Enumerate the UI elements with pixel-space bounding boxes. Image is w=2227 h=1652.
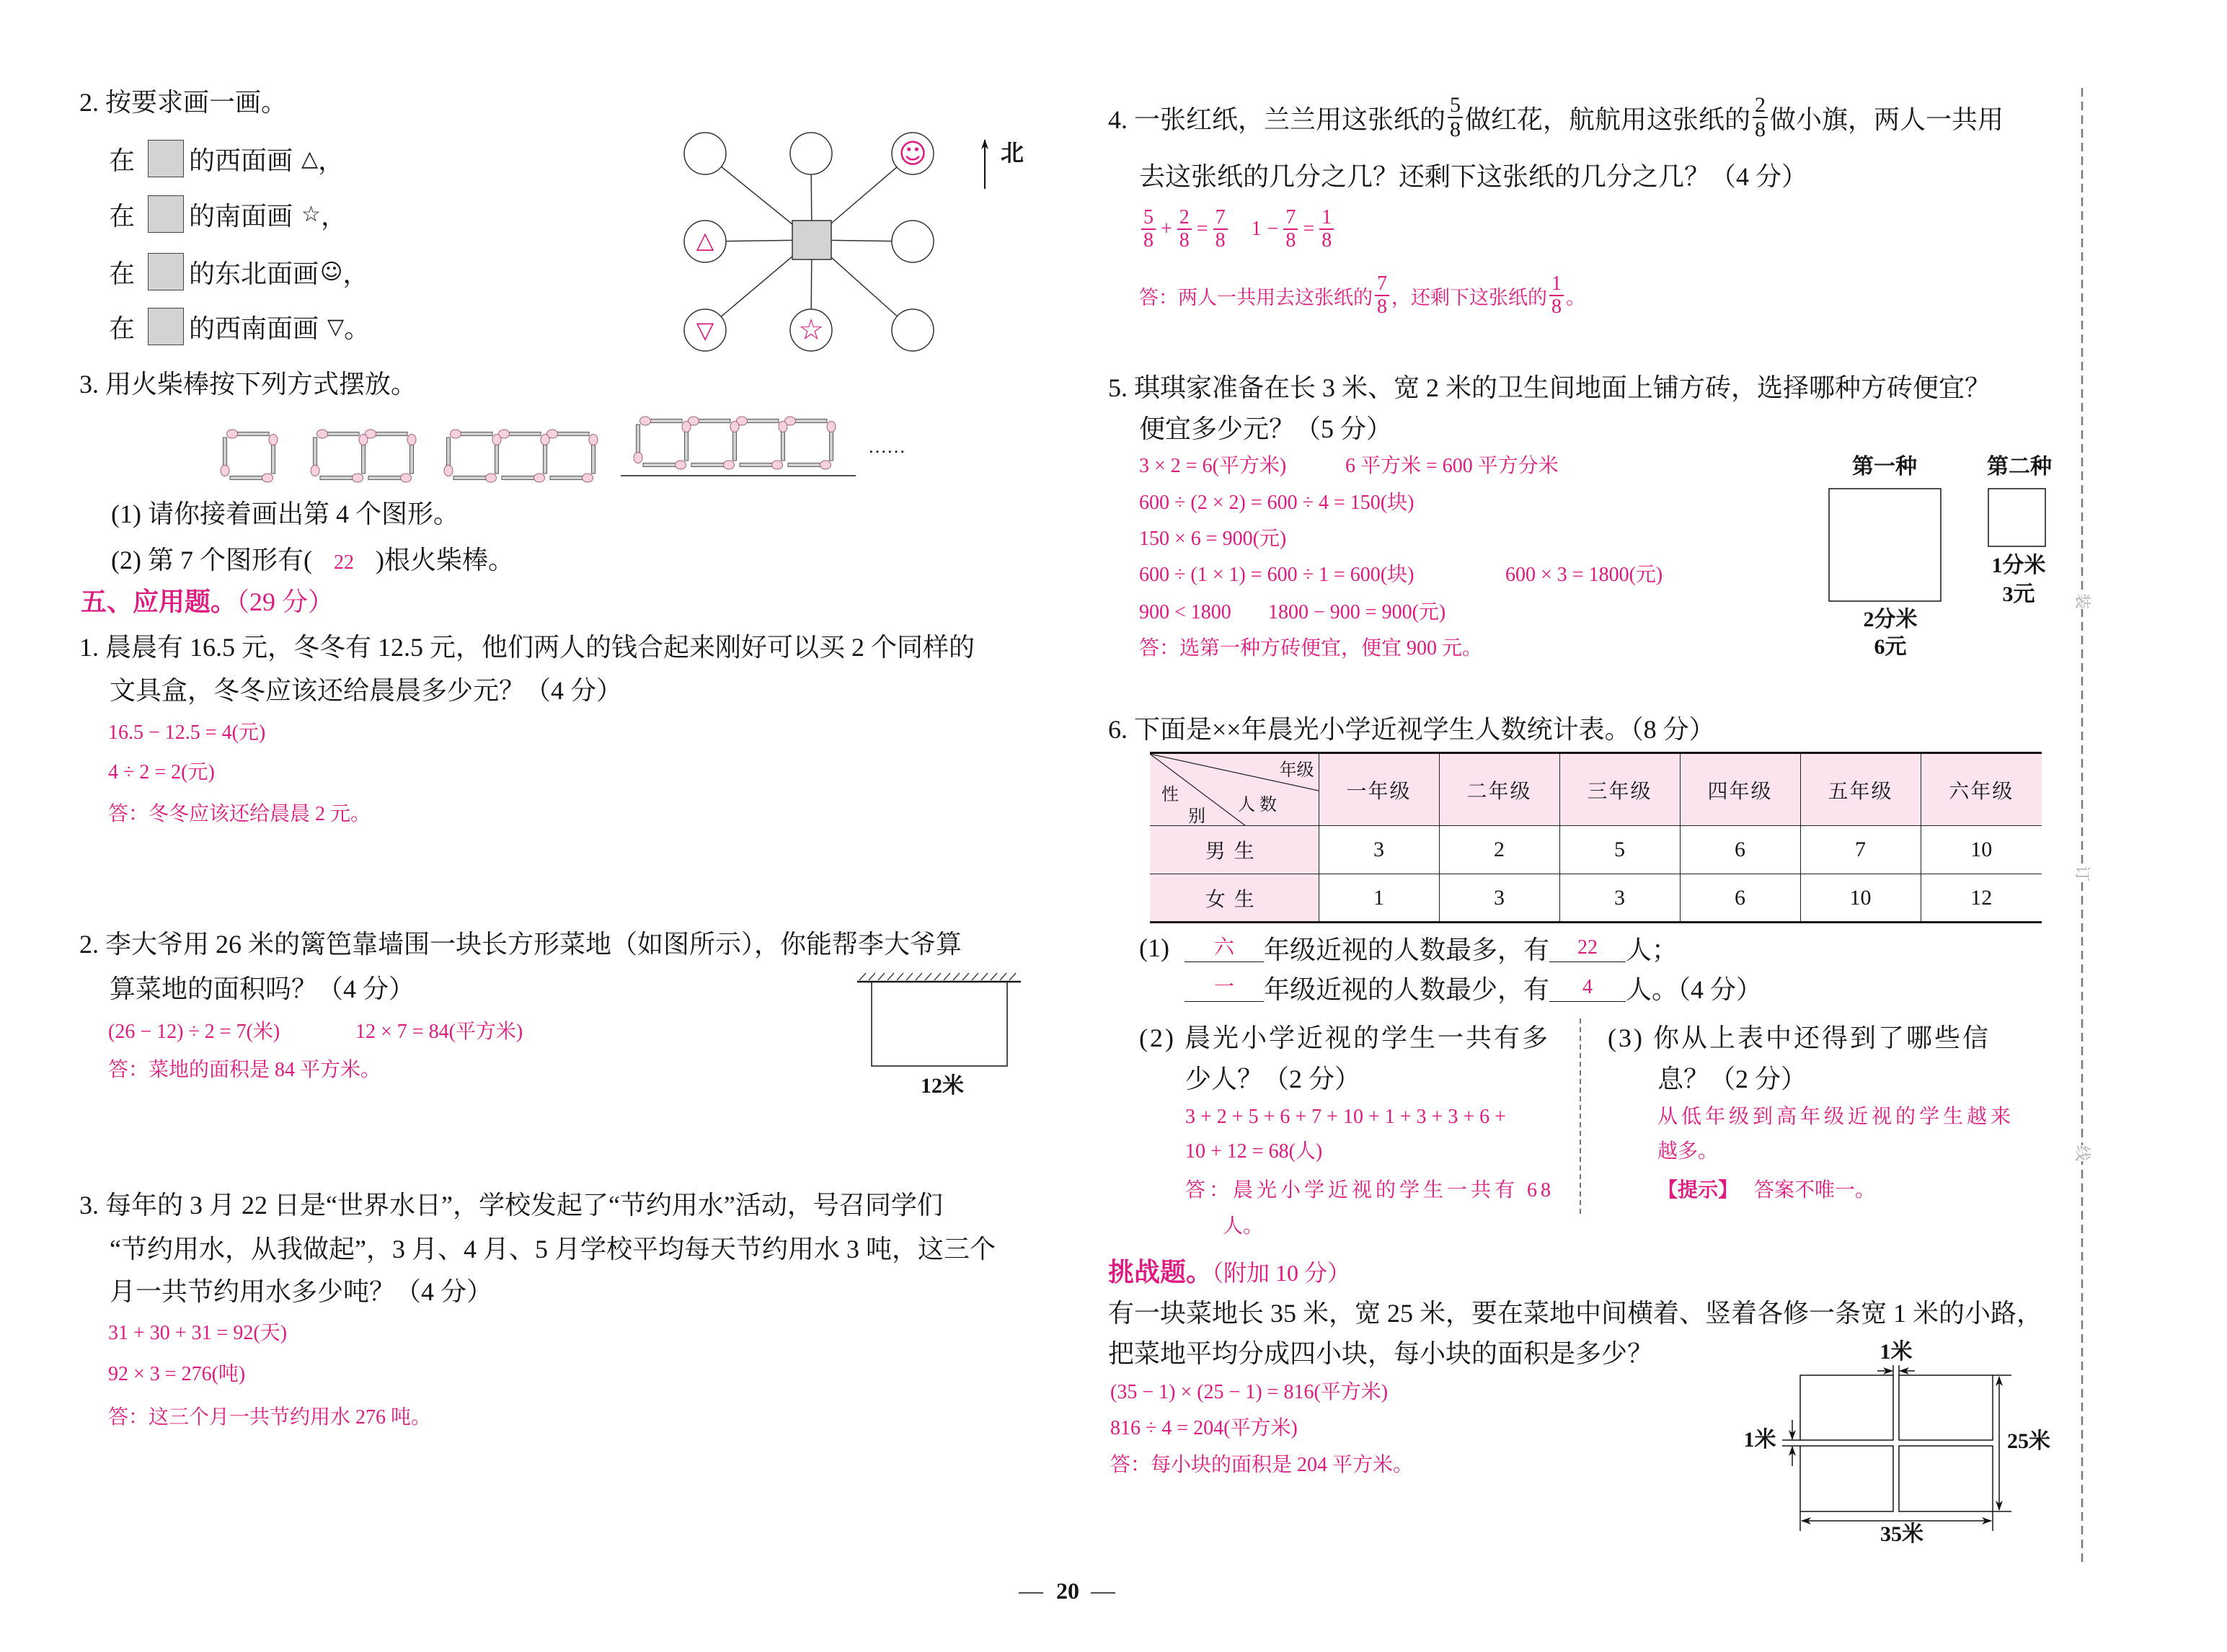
denominator: 8 xyxy=(1321,229,1332,252)
table-row xyxy=(1150,874,2042,923)
matchstick-head xyxy=(492,435,501,445)
question-line: 有一块菜地长 35 米，宽 25 米，要在菜地中间横着、竖着各修一条宽 1 米的小路， xyxy=(1108,1299,2043,1328)
matchstick xyxy=(227,430,270,438)
dimension-label-width: 25米 xyxy=(2007,1429,2050,1453)
answer-line: 900 < 1800 xyxy=(1139,601,1231,623)
denominator: 8 xyxy=(1450,117,1461,141)
table-cell: 5 xyxy=(1559,826,1680,874)
matchstick-head xyxy=(827,422,836,432)
gray-square-icon xyxy=(148,195,184,233)
subquestion: (1) 请你接着画出第 4 个图形。 xyxy=(111,499,459,528)
fraction xyxy=(1753,94,1768,142)
matchstick-figures xyxy=(221,417,836,482)
question-text: 做红花，航航用这张纸的 xyxy=(1465,105,1751,134)
instruction-punct: 。 xyxy=(344,314,371,343)
matchstick xyxy=(320,474,363,482)
matchstick xyxy=(691,461,735,469)
question-text: 4. 一张红纸，兰兰用这张纸的 xyxy=(1108,105,1446,134)
matchstick-head xyxy=(317,430,328,438)
matchstick xyxy=(366,430,408,438)
matchstick-head xyxy=(359,435,368,445)
hint-label: 【提示】 xyxy=(1657,1179,1739,1202)
subquestion: (2) 晨光小学近视的学生一共有多 xyxy=(1139,1023,1550,1052)
number: 1 xyxy=(1251,218,1262,240)
corner-label-gender-2: 别 xyxy=(1188,807,1205,826)
denominator: 8 xyxy=(1755,117,1766,141)
instruction-text: 的西面画 xyxy=(189,146,293,175)
answer-line: (35 − 1) × (25 − 1) = 816(平方米) xyxy=(1110,1381,1389,1403)
answer-line: 答：冬冬应该还给晨晨 2 元。 xyxy=(108,803,371,825)
matchstick xyxy=(317,430,360,438)
numerator: 1 xyxy=(1319,207,1334,230)
question-line: 3. 每年的 3 月 22 日是“世界水日”，学校发起了“节约用水”活动，号召同学们 xyxy=(79,1191,943,1220)
instruction-line xyxy=(109,308,370,345)
matchstick xyxy=(589,435,598,474)
matchstick-head xyxy=(724,461,735,469)
matchstick xyxy=(689,417,731,425)
matchstick xyxy=(730,422,739,461)
answer-matchstick-figure xyxy=(634,417,836,469)
answer-value: 22 xyxy=(333,551,354,574)
matchstick xyxy=(643,461,686,469)
question-line: 文具盒，冬冬应该还给晨晨多少元？（4 分） xyxy=(110,676,623,705)
fraction xyxy=(1177,207,1192,252)
answer-line: (26 − 12) ÷ 2 = 7(米) xyxy=(108,1021,280,1043)
matchstick xyxy=(740,461,783,469)
answer-equation xyxy=(1139,206,1336,252)
matchstick xyxy=(779,422,787,461)
plot-block xyxy=(1899,1375,1993,1440)
question-title: 6. 下面是××年晨光小学近视学生人数统计表。（8 分） xyxy=(1108,715,1715,744)
numerator: 2 xyxy=(1753,94,1768,118)
matchstick xyxy=(541,435,549,474)
operator: + xyxy=(1161,218,1172,240)
fraction xyxy=(1283,207,1298,252)
numerator: 5 xyxy=(1448,94,1463,118)
plot-block xyxy=(1800,1375,1893,1440)
question-line: 5. 琪琪家准备在长 3 米、宽 2 米的卫生间地面上铺方砖，选择哪种方砖便宜？ xyxy=(1108,373,1991,402)
section-heading xyxy=(81,587,334,616)
matchstick xyxy=(221,438,229,476)
center-square xyxy=(792,221,831,259)
direction-circle-southeast xyxy=(892,309,934,351)
answer-line: 31 + 30 + 31 = 92(天) xyxy=(108,1322,288,1344)
question-line: 把菜地平均分成四小块，每小块的面积是多少？ xyxy=(1108,1339,1654,1368)
fill-in-text: 年级近视的人数最少，有 xyxy=(1264,974,1550,1004)
matchstick xyxy=(788,461,831,469)
matchstick xyxy=(230,474,273,482)
myopia-statistics-table xyxy=(1150,752,2042,923)
matchstick xyxy=(634,425,642,463)
operator: − xyxy=(1267,218,1279,240)
column-header: 三年级 xyxy=(1559,753,1680,826)
matchstick xyxy=(453,474,497,482)
section-title: 五、应用题。 xyxy=(81,587,237,616)
answer-line xyxy=(1139,272,1585,319)
answer-south-star-icon: ☆ xyxy=(798,314,824,347)
column-header: 一年级 xyxy=(1319,753,1439,826)
matchstick xyxy=(640,417,683,425)
corner-label-grade: 年级 xyxy=(1279,761,1314,780)
answer-text: ，还剩下这张纸的 xyxy=(1391,286,1547,308)
matchstick-head xyxy=(407,435,416,445)
answer-text: 答：两人一共用去这张纸的 xyxy=(1139,286,1373,308)
denominator: 8 xyxy=(1143,229,1154,252)
instruction-prefix: 在 xyxy=(109,201,136,231)
matchstick xyxy=(682,422,691,461)
subquestion-text: )根火柴棒。 xyxy=(375,546,514,574)
answer-line: 816 ÷ 4 = 204(平方米) xyxy=(1110,1417,1298,1439)
numerator: 5 xyxy=(1141,207,1156,230)
fill-in-text: 人； xyxy=(1626,935,1678,964)
star-icon: ☆ xyxy=(301,201,321,227)
fraction xyxy=(1375,273,1389,318)
matchstick-head xyxy=(634,453,642,463)
answer-line: 10 + 12 = 68(人) xyxy=(1185,1140,1323,1163)
numerator: 2 xyxy=(1177,207,1192,230)
denominator: 8 xyxy=(1285,229,1296,252)
answer-line: 从低年级到高年级近视的学生越来 xyxy=(1657,1106,2015,1128)
section-title: 挑战题。 xyxy=(1108,1258,1213,1287)
matchstick-head xyxy=(779,422,787,432)
tile-side: 1分米 xyxy=(1991,554,2046,577)
hint-line xyxy=(1657,1179,1875,1202)
fill-in-line xyxy=(1185,973,1762,1002)
table-header-row xyxy=(1150,753,2042,826)
answer-line: 答：这三个月一共节约用水 276 吨。 xyxy=(108,1406,432,1429)
matchstick-head xyxy=(451,430,461,438)
denominator: 8 xyxy=(1551,296,1562,318)
corner-label-gender-1: 性 xyxy=(1161,786,1179,804)
question-line: 1. 晨晨有 16.5 元，冬冬有 12.5 元，他们两人的钱合起来刚好可以买 2 个同样的 xyxy=(79,633,975,662)
answer-line: 人。 xyxy=(1223,1215,1264,1238)
dimension-label-road-vertical: 1米 xyxy=(1880,1340,1913,1364)
instruction-punct: ， xyxy=(342,259,369,288)
fraction xyxy=(1448,94,1463,142)
instruction-text: 的东北面画 xyxy=(189,259,319,288)
instruction-prefix: 在 xyxy=(109,146,136,175)
answer-line: 16.5 − 12.5 = 4(元) xyxy=(108,721,266,744)
numerator: 7 xyxy=(1213,207,1228,230)
matchstick-head xyxy=(682,422,691,432)
answer-west-triangle-icon: △ xyxy=(696,226,714,254)
matchstick-head xyxy=(534,474,545,482)
matchstick-head xyxy=(820,461,831,469)
gray-square-icon xyxy=(148,253,184,290)
matchstick-head xyxy=(676,461,686,469)
matchstick-head xyxy=(730,422,739,432)
section-points: （附加 10 分） xyxy=(1212,1260,1351,1286)
question-line: 算菜地的面积吗？（4 分） xyxy=(110,974,415,1003)
direction-circle-northwest xyxy=(684,133,726,174)
answer-line: 6 平方米 = 600 平方分米 xyxy=(1345,455,1559,477)
matchstick-head xyxy=(353,474,363,482)
table-cell: 2 xyxy=(1439,826,1559,874)
subquestion: (3) 你从上表中还得到了哪些信 xyxy=(1608,1023,1991,1052)
answer-line: 答：每小块的面积是 204 平方米。 xyxy=(1110,1454,1414,1476)
tile-large xyxy=(1829,489,1941,601)
denominator: 8 xyxy=(1179,229,1190,252)
matchstick-figure xyxy=(221,430,278,482)
dimension-label-road-horizontal: 1米 xyxy=(1743,1428,1776,1452)
subquestion-text: (2) 第 7 个图形有( xyxy=(111,546,312,574)
answer-blank: 4 xyxy=(1549,973,1626,1002)
table-cell: 3 xyxy=(1319,826,1439,874)
table-cell: 10 xyxy=(1800,874,1921,923)
matchstick xyxy=(269,435,278,474)
matchstick-head xyxy=(269,435,278,445)
instruction-prefix: 在 xyxy=(109,259,136,288)
instruction-prefix: 在 xyxy=(109,314,136,343)
answer-line: 600 × 3 = 1800(元) xyxy=(1505,564,1663,586)
matchstick-head xyxy=(589,435,598,445)
answer-line: 越多。 xyxy=(1657,1140,1719,1163)
answer-blank: 一 xyxy=(1185,973,1264,1002)
hint-text: 答案不唯一。 xyxy=(1754,1179,1876,1202)
answer-line: 答：晨光小学近视的学生一共有 68 xyxy=(1185,1179,1555,1202)
matchstick xyxy=(550,474,593,482)
answer-line: 4 ÷ 2 = 2(元) xyxy=(108,761,215,783)
subquestion: 息？（2 分） xyxy=(1657,1065,1807,1093)
matchstick-head xyxy=(401,474,412,482)
gray-square-icon xyxy=(148,308,184,345)
matchstick xyxy=(502,474,545,482)
column-header: 四年级 xyxy=(1680,753,1800,826)
matchstick xyxy=(737,417,779,425)
fill-in-line xyxy=(1139,933,1678,962)
fill-in-text: 人。（4 分） xyxy=(1626,974,1763,1004)
matchstick xyxy=(499,430,541,438)
numerator: 1 xyxy=(1549,273,1564,296)
tile-name: 第一种 xyxy=(1852,455,1917,479)
north-label: 北 xyxy=(1001,140,1024,166)
question-line: 月一共节约用水多少吨？（4 分） xyxy=(110,1277,493,1306)
table-row xyxy=(1150,826,2042,874)
answer-line: 答：菜地的面积是 84 平方米。 xyxy=(108,1059,381,1081)
subquestion-label: (1) xyxy=(1139,933,1169,962)
matchstick-head xyxy=(311,466,319,476)
section-heading xyxy=(1108,1258,1350,1287)
matchstick xyxy=(547,430,590,438)
question-line: 去这张纸的几分之几？还剩下这张纸的几分之几？（4 分） xyxy=(1139,162,1808,191)
binding-mark: 线 xyxy=(2073,1145,2092,1162)
dimension-label-length: 35米 xyxy=(1880,1522,1923,1546)
figure-label: 12米 xyxy=(921,1074,964,1098)
answer-blank: 22 xyxy=(1549,933,1626,962)
question-title: 3. 用火柴棒按下列方式摆放。 xyxy=(79,370,417,399)
table-cell: 1 xyxy=(1319,874,1439,923)
matchstick-head xyxy=(486,474,497,482)
answer-text: 。 xyxy=(1566,286,1585,308)
tile-side: 2分米 xyxy=(1863,608,1918,631)
table-cell: 3 xyxy=(1439,874,1559,923)
direction-circle-east xyxy=(892,221,934,262)
garden-plot-diagram xyxy=(1782,1365,2011,1531)
table-cell: 6 xyxy=(1680,826,1800,874)
denominator: 8 xyxy=(1215,229,1226,252)
matchstick-head xyxy=(227,430,238,438)
instruction-line xyxy=(109,195,347,233)
matchstick xyxy=(785,417,828,425)
answer-line: 150 × 6 = 900(元) xyxy=(1139,528,1287,550)
numerator: 7 xyxy=(1375,273,1389,296)
column-header: 六年级 xyxy=(1921,753,2042,826)
instruction-line xyxy=(109,253,368,290)
instruction-punct: ， xyxy=(318,146,345,175)
instruction-punct: ， xyxy=(320,201,347,231)
fraction xyxy=(1549,273,1564,318)
direction-circle-north xyxy=(790,133,832,174)
answer-line: 12 × 7 = 84(平方米) xyxy=(355,1021,523,1043)
table-cell: 12 xyxy=(1921,874,2042,923)
answer-line: 92 × 3 = 276(吨) xyxy=(108,1363,246,1385)
tile-price: 3元 xyxy=(2002,582,2035,606)
question-title: 2. 按要求画一画。 xyxy=(79,88,288,117)
matchstick-head xyxy=(541,435,549,445)
column-header: 二年级 xyxy=(1439,753,1559,826)
fraction xyxy=(1141,207,1156,252)
fence-diagram xyxy=(857,973,1021,1066)
subquestion: 少人？（2 分） xyxy=(1185,1065,1361,1093)
matchstick-figure xyxy=(311,430,416,482)
matchstick-head xyxy=(444,466,453,476)
fill-in-text: 年级近视的人数最多，有 xyxy=(1264,935,1550,964)
column-header: 五年级 xyxy=(1800,753,1921,826)
table-cell: 6 xyxy=(1680,874,1800,923)
garden-rectangle xyxy=(872,982,1007,1066)
fraction xyxy=(1319,207,1334,252)
answer-line: 3 + 2 + 5 + 6 + 7 + 10 + 1 + 3 + 3 + 6 + xyxy=(1185,1106,1506,1128)
numerator: 7 xyxy=(1283,207,1298,230)
answer-line: 600 ÷ (2 × 2) = 600 ÷ 4 = 150(块) xyxy=(1139,492,1414,514)
matchstick xyxy=(444,438,453,476)
answer-line: 3 × 2 = 6(平方米) xyxy=(1139,455,1287,477)
denominator: 8 xyxy=(1377,296,1387,318)
binding-mark: 订 xyxy=(2073,865,2092,882)
answer-line: 600 ÷ (1 × 1) = 600 ÷ 1 = 600(块) xyxy=(1139,564,1414,586)
instruction-text: 的南面画 xyxy=(189,201,293,231)
triangle-icon: △ xyxy=(301,146,319,172)
operator: = xyxy=(1196,218,1208,240)
subquestion xyxy=(111,546,514,577)
matchstick-head xyxy=(262,474,273,482)
binding-mark: 装 xyxy=(2073,592,2092,610)
question-line: 便宜多少元？（5 分） xyxy=(1139,414,1393,443)
matchstick-head xyxy=(583,474,593,482)
matchstick xyxy=(827,422,836,461)
wall-hatching xyxy=(859,973,1016,980)
matchstick xyxy=(492,435,501,474)
corner-label-count: 人 数 xyxy=(1238,796,1277,814)
row-label: 女生 xyxy=(1150,874,1319,923)
answer-southwest-triangle-icon: ▽ xyxy=(696,316,714,344)
tile-price: 6元 xyxy=(1874,635,1907,659)
question-line: “节约用水，从我做起”，3 月、4 月、5 月学校平均每天节约用水 3 吨，这三个 xyxy=(110,1235,996,1264)
plot-block xyxy=(1899,1446,1993,1511)
table-cell: 7 xyxy=(1800,826,1921,874)
smiley-icon: ☺ xyxy=(320,259,343,285)
instruction-text: 的西南面画 xyxy=(189,314,319,343)
instruction-line xyxy=(109,140,344,177)
question-line: 2. 李大爷用 26 米的篱笆靠墙围一块长方形菜地（如图所示），你能帮李大爷算 xyxy=(79,930,962,959)
matchstick xyxy=(451,430,493,438)
table-cell: 10 xyxy=(1921,826,2042,874)
page-number: 20 xyxy=(1056,1578,1079,1604)
gray-square-icon xyxy=(148,140,184,177)
matchstick xyxy=(368,474,412,482)
section-points: （29 分） xyxy=(236,587,335,616)
question-text: 做小旗，两人一共用 xyxy=(1770,105,2004,134)
table-cell: 3 xyxy=(1559,874,1680,923)
operator: = xyxy=(1303,218,1315,240)
answer-blank: 六 xyxy=(1185,933,1264,962)
plot-block xyxy=(1800,1446,1893,1511)
fraction xyxy=(1213,207,1228,252)
inverted-triangle-icon: ▽ xyxy=(327,314,345,339)
tile-small xyxy=(1988,489,2045,546)
answer-line: 1800 − 900 = 900(元) xyxy=(1268,601,1446,623)
matchstick-head xyxy=(772,461,783,469)
row-label: 男生 xyxy=(1150,826,1319,874)
matchstick-figure xyxy=(444,430,598,482)
matchstick xyxy=(359,435,368,474)
answer-northeast-smiley-icon: ☺ xyxy=(898,138,927,169)
compass-diagram xyxy=(684,133,985,351)
ellipsis: …… xyxy=(868,436,906,457)
matchstick xyxy=(311,438,319,476)
table-corner-cell xyxy=(1150,753,1319,826)
matchstick-head xyxy=(221,466,229,476)
tile-name: 第二种 xyxy=(1987,455,2052,479)
matchstick xyxy=(407,435,416,474)
answer-line: 答：选第一种方砖便宜，便宜 900 元。 xyxy=(1139,637,1483,660)
matchstick-head xyxy=(640,417,651,425)
question-line xyxy=(1108,92,2004,143)
